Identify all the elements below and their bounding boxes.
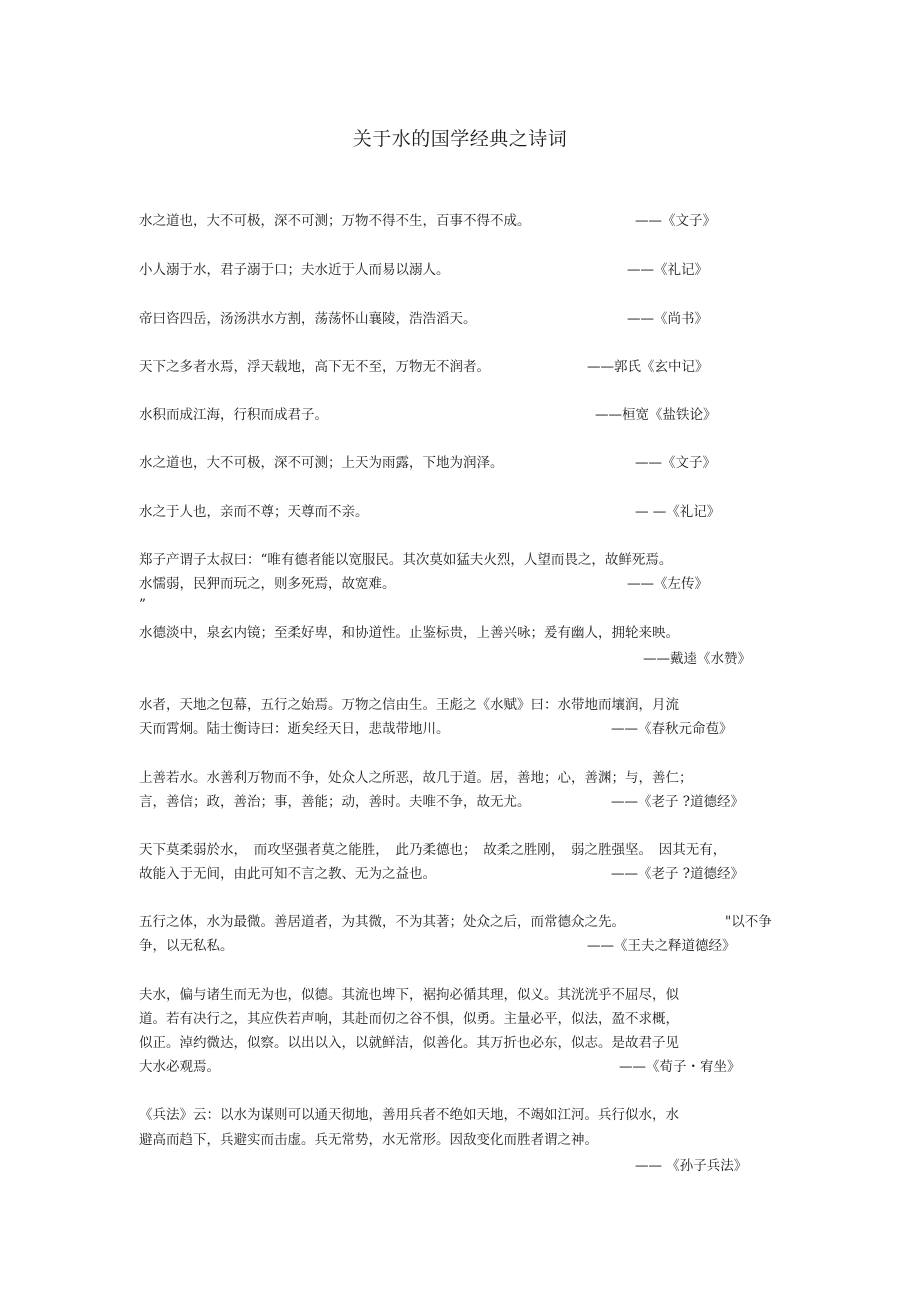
quote-source: ——《文子》 [635, 455, 716, 471]
quote-source: ——《左传》 [627, 576, 708, 592]
quote-line: 水懦弱，民狎而玩之，则多死焉，故宽难。 [139, 576, 396, 592]
quote-source: ——《老子 ?道德经》 [611, 866, 745, 882]
quote-source: ——《尚书》 [627, 311, 708, 327]
quote-source: ——郭氏《玄中记》 [587, 359, 709, 375]
quote-line: 似正。淖约微达，似察。以出以入，以就鲜洁，似善化。其万折也必东，似志。是故君子见 [139, 1035, 679, 1051]
quote-line: 水之道也，大不可极，深不可测；万物不得不生，百事不得不成。 [139, 213, 531, 229]
quote-line: 水之道也，大不可极，深不可测；上天为雨露，下地为润泽。 [139, 455, 504, 471]
quote-line: 天下之多者水焉，浮天载地，高下无不至，万物无不润者。 [139, 359, 490, 375]
quote-source: —— 《孙子兵法》 [635, 1158, 748, 1174]
quote-source: ——《春秋元命苞》 [611, 721, 733, 737]
quote-line: 大水必观焉。 [139, 1059, 220, 1075]
quote-line: 避高而趋下，兵避实而击虚。兵无常势，水无常形。因敌变化而胜者谓之神。 [139, 1132, 598, 1148]
quote-source: — —《礼记》 [635, 504, 721, 520]
quote-source: ——《荀子・宥坐》 [619, 1059, 741, 1075]
quote-source: ——《老子 ?道德经》 [611, 794, 745, 810]
quote-line: 上善若水。水善利万物而不争，处众人之所恶，故几于道。居，善地；心，善渊；与，善仁； [139, 770, 693, 786]
quote-line: 言，善信；政，善治；事，善能；动，善时。夫唯不争，故无尤。 [139, 794, 531, 810]
quote-source: ——戴逵《水赞》 [643, 651, 751, 667]
quote-line: ” [139, 597, 146, 613]
quote-line: 天下莫柔弱於水， 而攻坚强者莫之能胜， 此乃柔德也； 故柔之胜刚， 弱之胜强坚。 因其无有， [139, 842, 727, 858]
quote-line: 五行之体，水为最微。善居道者，为其微，不为其著；处众之后，而常德众之先。 [139, 914, 625, 930]
quote-source: ——《礼记》 [627, 262, 708, 278]
quote-line-extra: "以不争 [725, 914, 772, 930]
quote-line: 水之于人也，亲而不尊；天尊而不亲。 [139, 504, 369, 520]
quote-line: 水者，天地之包幕，五行之始焉。万物之信由生。王彪之《水赋》曰：水带地而壤润，月流 [139, 697, 679, 713]
quote-source: ——《文子》 [635, 213, 716, 229]
quote-line: 水积而成江海，行积而成君子。 [139, 407, 328, 423]
quote-line: 小人溺于水，君子溺于口；夫水近于人而易以溺人。 [139, 262, 450, 278]
quote-source: ——《王夫之释道德经》 [587, 938, 736, 954]
quote-line: 道。若有决行之，其应佚若声响，其赴而仞之谷不惧，似勇。主量必平，似法，盈不求概， [139, 1011, 679, 1027]
page-title: 关于水的国学经典之诗词 [352, 128, 568, 150]
quote-line: 水德淡中，泉玄内镜；至柔好卑，和协道性。止鉴标贵，上善兴咏；爰有幽人，拥轮来映。 [139, 625, 679, 641]
quote-line: 天而霄炯。陆士衡诗曰：逝矣经天日，悲哉带地川。 [139, 721, 450, 737]
quote-line: 争，以无私私。 [139, 938, 234, 954]
quote-source: ——桓宽《盐铁论》 [595, 407, 717, 423]
quote-line: 帝曰咨四岳，汤汤洪水方割，荡荡怀山襄陵，浩浩滔天。 [139, 311, 477, 327]
quote-line: 郑子产谓子太叔曰：“唯有德者能以宽服民。其次莫如猛夫火烈，人望而畏之，故鲜死焉。 [139, 552, 673, 568]
quote-line: 夫水，偏与诸生而无为也，似德。其流也埤下，裾拘必循其理，似义。其洸洸乎不屈尽，似 [139, 987, 679, 1003]
quote-line: 故能入于无间，由此可知不言之教、无为之益也。 [139, 866, 436, 882]
quote-line: 《兵法》云：以水为谋则可以通天彻地，善用兵者不绝如天地，不竭如江河。兵行似水，水 [139, 1107, 679, 1123]
